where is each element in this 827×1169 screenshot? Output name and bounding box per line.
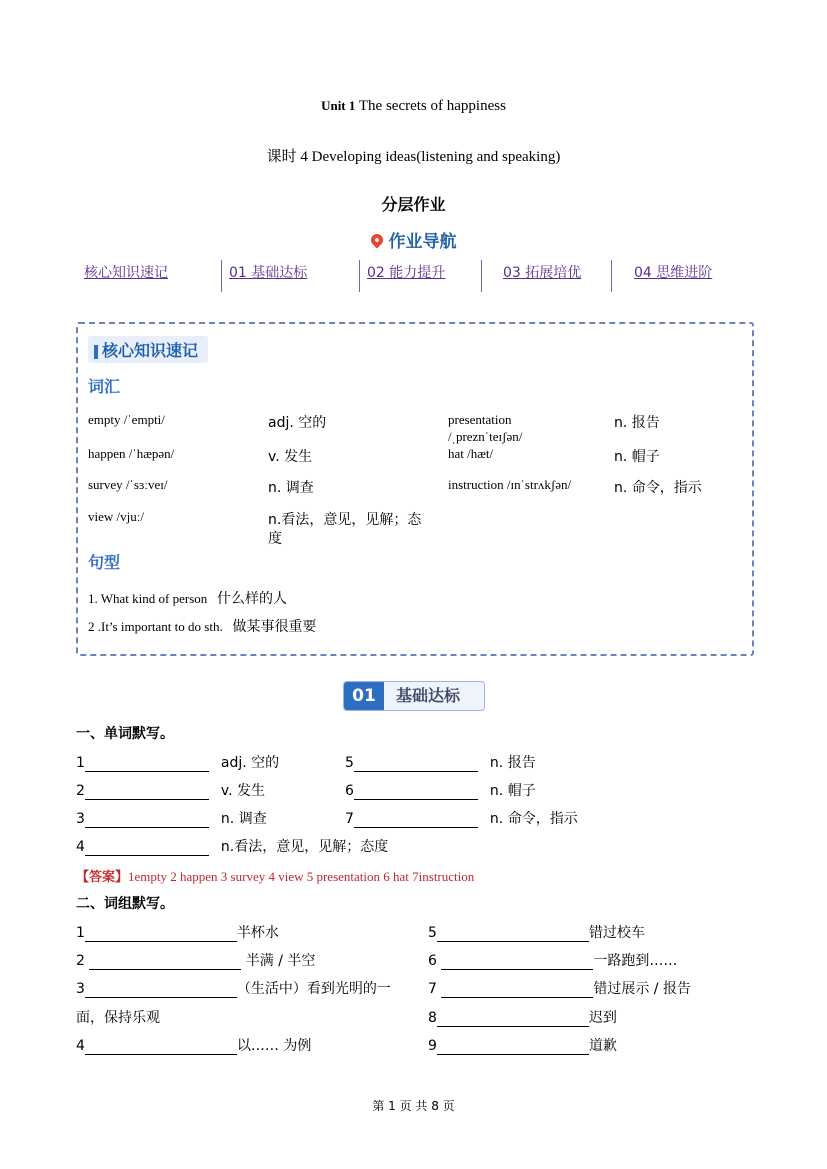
phrase-blank: 9 道歉 <box>428 1038 617 1054</box>
core-knowledge-tag: 核心知识速记 <box>88 336 208 363</box>
answer-line[interactable] <box>85 1040 237 1055</box>
word-blank: 2 v. 发生 <box>76 783 266 799</box>
answer-line[interactable] <box>85 757 209 772</box>
phrase-blank: 5 错过校车 <box>428 925 645 941</box>
word-blank: 4 n.看法，意见，见解；态度 <box>76 839 389 855</box>
answer-line[interactable] <box>85 841 209 856</box>
answer-line[interactable] <box>437 927 589 942</box>
section-badge-basic: 01 基础达标 <box>343 681 485 711</box>
answer-line[interactable] <box>85 813 209 828</box>
word-blank: 7 n. 命令，指示 <box>345 811 578 827</box>
nav-link-core[interactable]: 核心知识速记 <box>84 265 168 281</box>
answer-line[interactable] <box>437 1040 589 1055</box>
word-blank: 1 adj. 空的 <box>76 755 280 771</box>
answer-line[interactable] <box>441 955 593 970</box>
homework-nav <box>78 260 758 294</box>
answer-line[interactable] <box>85 785 209 800</box>
phrase-cont: 面，保持乐观 <box>76 1010 160 1026</box>
location-pin-icon <box>368 232 385 249</box>
answer-line[interactable] <box>437 1012 589 1027</box>
answer-line-text: 【答案】1empty 2 happen 3 survey 4 view 5 presentation 6 hat 7instruction <box>76 869 475 885</box>
phrase-blank: 1 半杯水 <box>76 925 279 941</box>
q1-heading: 一、单词默写。 <box>76 726 174 742</box>
nav-divider <box>359 260 360 292</box>
word-blank: 5 n. 报告 <box>345 755 536 771</box>
nav-link-01[interactable]: 01 基础达标 <box>229 265 308 281</box>
phrase-blank: 6 一路跑到…… <box>428 953 678 969</box>
answer-line[interactable] <box>354 757 478 772</box>
answer-line[interactable] <box>89 955 241 970</box>
answer-line[interactable] <box>354 785 478 800</box>
phrase-blank: 3 （生活中）看到光明的一 <box>76 981 391 997</box>
vocab-heading: 词汇 <box>88 377 121 396</box>
unit-title: Unit 1 The secrets of happiness <box>321 98 506 114</box>
word-blank: 3 n. 调查 <box>76 811 267 827</box>
q2-heading: 二、词组默写。 <box>76 896 174 912</box>
answer-line[interactable] <box>354 813 478 828</box>
phrase-blank: 8 迟到 <box>428 1010 617 1026</box>
nav-link-04[interactable]: 04 思维进阶 <box>634 265 713 281</box>
nav-heading: 作业导航 <box>0 227 827 252</box>
nav-divider <box>611 260 612 292</box>
nav-divider <box>221 260 222 292</box>
answer-line[interactable] <box>441 983 593 998</box>
sentence-heading: 句型 <box>88 553 121 572</box>
phrase-blank: 2 半满 / 半空 <box>76 953 316 969</box>
nav-link-03[interactable]: 03 拓展培优 <box>503 265 582 281</box>
phrase-blank: 4 以…… 为例 <box>76 1038 312 1054</box>
core-knowledge-box: 核心知识速记 词汇 empty /ˈempti/ adj. 空的 presentation n. 报告 /ˌpreznˈteɪʃən/ happen /ˈhæpən/ v. 发生 hat /hæt/ n. 帽子 survey /ˈsɜːveɪ/ n. 调查 instruction /ɪnˈstrʌkʃən/ n. 命令，指示 view /vjuː/ n.看法，意见，见解；态 度 句型 1. What kind of person 什么样的人 2 .It’s important to do sth. 做某事很重要 <box>76 322 754 656</box>
phrase-blank: 7 错过展示 / 报告 <box>428 981 691 997</box>
lesson-title: 课时 4 Developing ideas(listening and speaking) <box>266 149 561 165</box>
word-blank: 6 n. 帽子 <box>345 783 536 799</box>
sentence-item: 2 .It’s important to do sth. 做某事很重要 <box>88 619 317 635</box>
sentence-item: 1. What kind of person 什么样的人 <box>88 591 288 607</box>
answer-line[interactable] <box>85 927 237 942</box>
nav-divider <box>481 260 482 292</box>
answer-line[interactable] <box>85 983 237 998</box>
layer-title: 分层作业 <box>381 195 446 214</box>
page-footer: 第 1 页 共 8 页 <box>372 1099 455 1113</box>
nav-link-02[interactable]: 02 能力提升 <box>367 265 446 281</box>
